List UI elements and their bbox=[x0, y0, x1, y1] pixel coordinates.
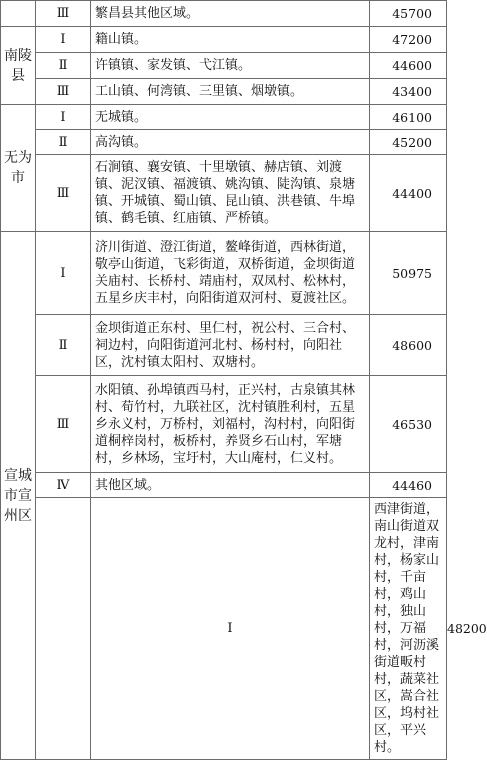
tier-cell: Ⅱ bbox=[36, 130, 91, 155]
tier-cell: Ⅲ bbox=[36, 79, 91, 105]
value-cell: 50975 bbox=[370, 232, 447, 315]
table-row bbox=[1, 155, 447, 232]
region-cell-nanling bbox=[1, 27, 36, 105]
table-row bbox=[1, 130, 447, 155]
areas-cell: 籍山镇。 bbox=[91, 27, 370, 53]
areas-cell: 水阳镇、孙埠镇西马村，正兴村，古泉镇其林村、荀竹村，九联社区，沈村镇胜利村，五星乡永义村，万桥村，刘福村，沟村村，向阳街道桐梓岗村，板桥村，养贤乡石山村，军塘村，乡林场，宝圩村，大山庵村，仁义村。 bbox=[91, 376, 370, 473]
region-cell-wuwei bbox=[1, 105, 36, 232]
value-cell: 43400 bbox=[370, 79, 447, 105]
tier-cell: Ⅲ bbox=[36, 1, 91, 27]
table-row bbox=[1, 79, 447, 105]
value-cell: 44600 bbox=[370, 53, 447, 79]
areas-cell: 工山镇、何湾镇、三里镇、烟墩镇。 bbox=[91, 79, 370, 105]
areas-cell: 金坝街道正东村、里仁村，祝公村、三合村、祠边村，向阳街道河北村、杨村村，向阳社区，沈村镇太阳村、双塘村。 bbox=[91, 315, 370, 376]
areas-cell: 西津街道，南山街道双龙村，津南村，杨家山村，千亩村，鸡山村，独山村，万福村，河沥溪街道畈村村，蔬菜社区，嵩合社区，坞村社区，平兴村。 bbox=[370, 498, 447, 760]
tier-cell: Ⅲ bbox=[36, 376, 91, 473]
areas-cell: 无城镇。 bbox=[91, 105, 370, 130]
table-row bbox=[1, 232, 447, 315]
table-row bbox=[1, 1, 447, 27]
table-row: Ⅰ 西津街道，南山街道双龙村，津南村，杨家山村，千亩村，鸡山村，独山村，万福村，河沥溪街道畈村村，蔬菜社区，嵩合社区，坞村社区，平兴村。 48200 bbox=[1, 498, 447, 760]
region-cell-empty bbox=[1, 1, 36, 27]
table-row bbox=[1, 27, 447, 53]
areas-cell: 济川街道、澄江街道，鳌峰街道，西林街道，敬亭山街道，飞彩街道，双桥街道，金坝街道关庙村、长桥村、靖庙村，双凤村、松林村，五星乡庆丰村，向阳街道双河村、夏渡社区。 bbox=[91, 232, 370, 315]
tier-cell: Ⅱ bbox=[36, 53, 91, 79]
table-row bbox=[1, 53, 447, 79]
tier-cell: Ⅱ bbox=[36, 315, 91, 376]
table-row bbox=[1, 376, 447, 473]
areas-cell: 高沟镇。 bbox=[91, 130, 370, 155]
tier-cell: Ⅰ bbox=[36, 27, 91, 53]
tier-cell: Ⅲ bbox=[36, 155, 91, 232]
tier-cell: Ⅰ bbox=[36, 105, 91, 130]
region-cell-empty bbox=[36, 498, 91, 760]
value-cell: 46100 bbox=[370, 105, 447, 130]
areas-cell: 其他区域。 bbox=[91, 473, 370, 498]
value-cell: 46530 bbox=[370, 376, 447, 473]
region-name: 宣城市宣州区 bbox=[4, 467, 32, 524]
value-cell: 47200 bbox=[370, 27, 447, 53]
value-cell: 44460 bbox=[370, 473, 447, 498]
table-row bbox=[1, 105, 447, 130]
value-cell: 48600 bbox=[370, 315, 447, 376]
areas-cell: 繁昌县其他区域。 bbox=[91, 1, 370, 27]
tier-cell: Ⅰ bbox=[91, 498, 370, 760]
tier-cell: Ⅳ bbox=[36, 473, 91, 498]
region-name: 无为市 bbox=[4, 150, 32, 186]
tier-cell: Ⅰ bbox=[36, 232, 91, 315]
value-cell: 45700 bbox=[370, 1, 447, 27]
region-cell-xuanzhou bbox=[1, 232, 36, 760]
areas-cell: 石涧镇、襄安镇、十里墩镇、赫店镇、刘渡镇、泥汊镇、福渡镇、姚沟镇、陡沟镇、泉塘镇、开城镇、蜀山镇、昆山镇、洪巷镇、牛埠镇、鹤毛镇、红庙镇、严桥镇。 bbox=[91, 155, 370, 232]
value-cell: 45200 bbox=[370, 130, 447, 155]
table-row bbox=[1, 473, 447, 498]
table-row bbox=[1, 315, 447, 376]
areas-cell: 许镇镇、家发镇、弋江镇。 bbox=[91, 53, 370, 79]
value-cell: 44400 bbox=[370, 155, 447, 232]
region-name: 南陵县 bbox=[4, 47, 32, 84]
